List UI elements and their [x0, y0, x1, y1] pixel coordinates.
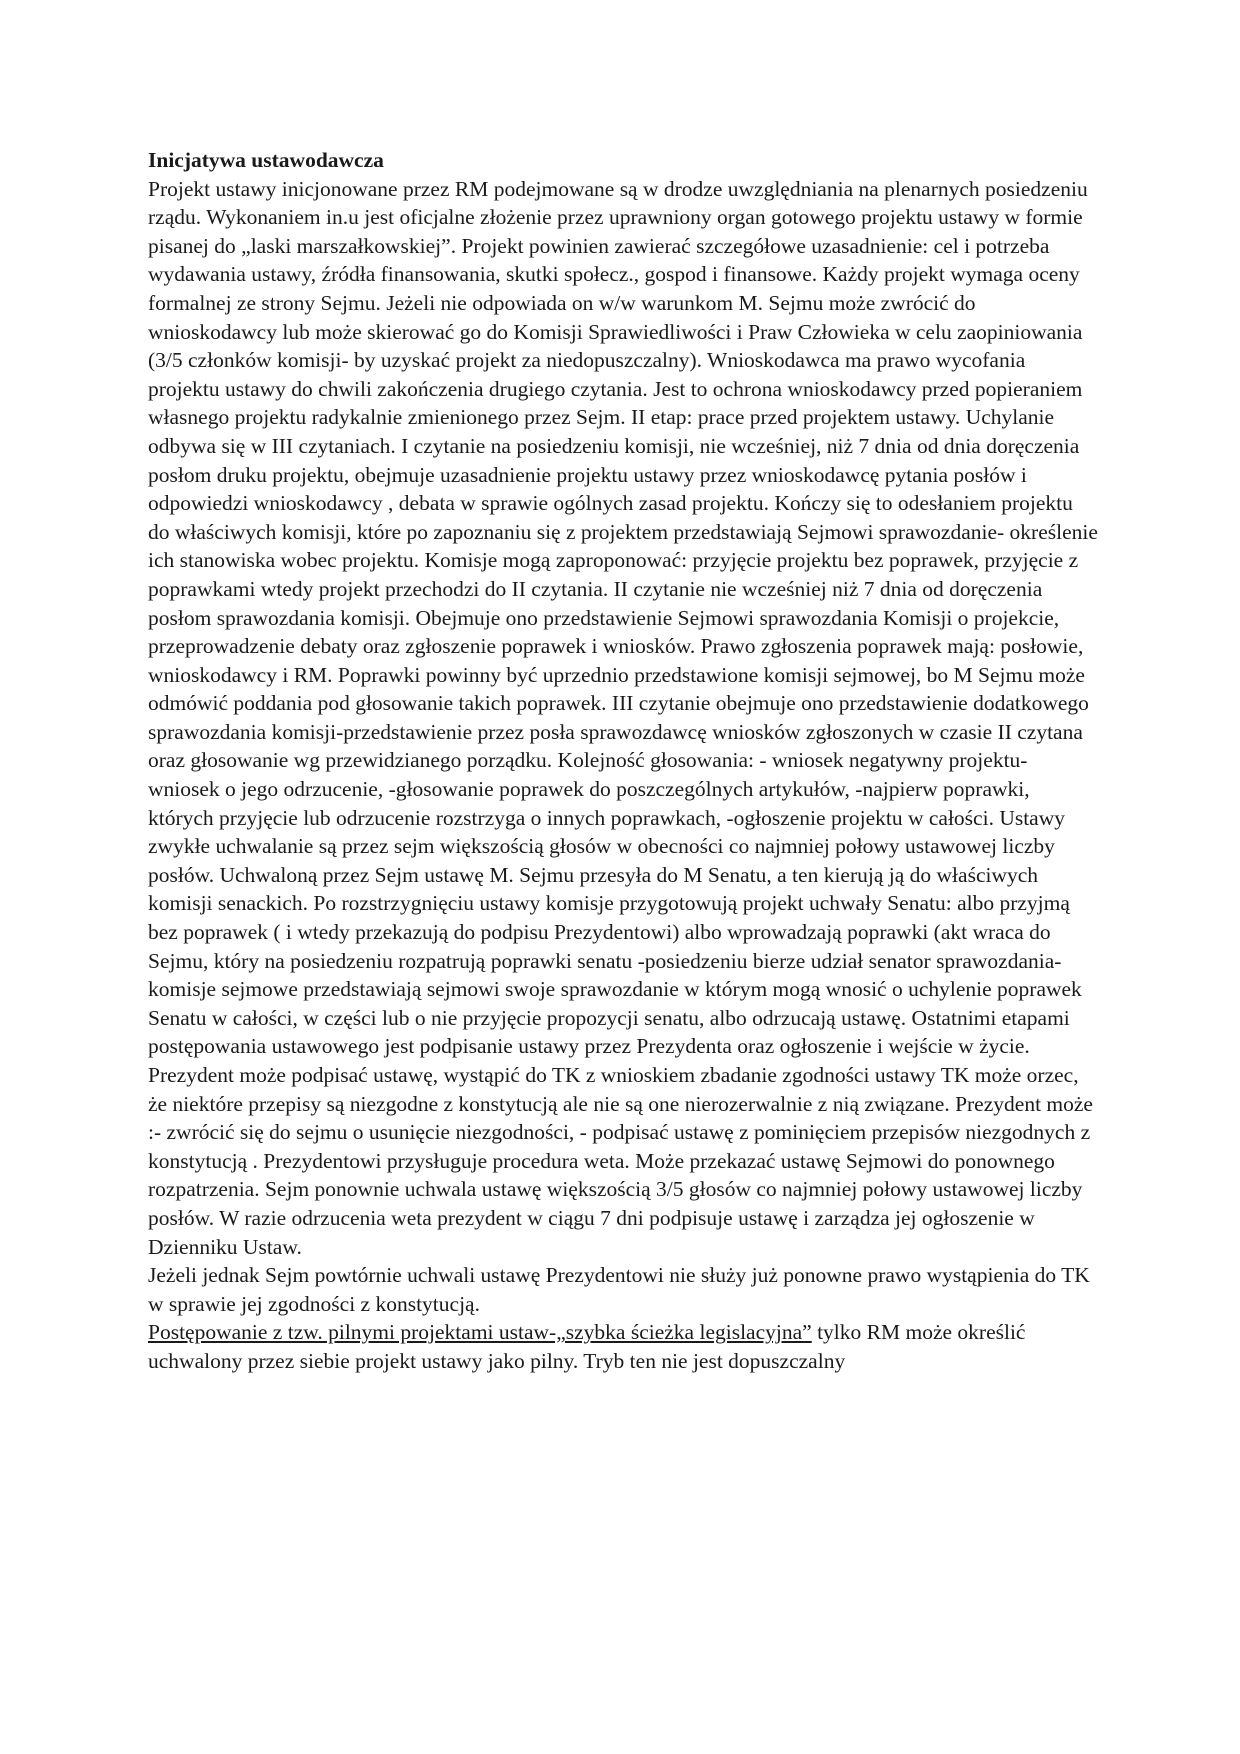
- document-page: [148, 146, 1098, 1376]
- fast-track-text: tylko RM może określić uchwalony przez siebie projekt ustawy jako pilny. Tryb ten nie jest dopuszczalny: [148, 1320, 1026, 1373]
- paragraph-main: Projekt ustawy inicjonowane przez RM podejmowane są w drodze uwzględniania na plenarnych posiedzeniu rządu. Wykonaniem in.u jest oficjalne złożenie przez uprawniony organ gotowego projektu ustawy w formie pisanej do „laski marszałkowskiej”. Projekt powinien zawierać szczegółowe uzasadnienie: cel i potrzeba wydawania ustawy, źródła finansowania, skutki społecz., gospod i finansowe. Każdy projekt wymaga oceny formalnej ze strony Sejmu. Jeżeli nie odpowiada on w/w warunkom M. Sejmu może zwrócić do wnioskodawcy lub może skierować go do Komisji Sprawiedliwości i Praw Człowieka w celu zaopiniowania (3/5 członków komisji- by uzyskać projekt za niedopuszczalny). Wnioskodawca ma prawo wycofania projektu ustawy do chwili zakończenia drugiego czytania. Jest to ochrona wnioskodawcy przed popieraniem własnego projektu radykalnie zmienionego przez Sejm. II etap: prace przed projektem ustawy. Uchylanie odbywa się w III czytaniach. I czytanie na posiedzeniu komisji, nie wcześniej, niż 7 dnia od dnia doręczenia posłom druku projektu, obejmuje uzasadnienie projektu ustawy przez wnioskodawcę pytania posłów i odpowiedzi wnioskodawcy , debata w sprawie ogólnych zasad projektu. Kończy się to odesłaniem projektu do właściwych komisji, które po zapoznaniu się z projektem przedstawiają Sejmowi sprawozdanie- określenie ich stanowiska wobec projektu. Komisje mogą zaproponować: przyjęcie projektu bez poprawek, przyjęcie z poprawkami wtedy projekt przechodzi do II czytania. II czytanie nie wcześniej niż 7 dnia od doręczenia posłom sprawozdania komisji. Obejmuje ono przedstawienie Sejmowi sprawozdania Komisji o projekcie, przeprowadzenie debaty oraz zgłoszenie poprawek i wniosków. Prawo zgłoszenia poprawek mają: posłowie, wnioskodawcy i RM. Poprawki powinny być uprzednio przedstawione komisji sejmowej, bo M Sejmu może odmówić poddania pod głosowanie takich poprawek. III czytanie obejmuje ono przedstawienie dodatkowego sprawozdania komisji-przedstawienie przez posła sprawozdawcę wniosków zgłoszonych w czasie II czytana oraz głosowanie wg przewidzianego porządku. Kolejność głosowania: - wniosek negatywny projektu-wniosek o jego odrzucenie, -głosowanie poprawek do poszczególnych artykułów, -najpierw poprawki, których przyjęcie lub odrzucenie rozstrzyga o innych poprawkach, -ogłoszenie projektu w całości. Ustawy zwykłe uchwalanie są przez sejm większością głosów w obecności co najmniej połowy ustawowej liczby posłów. Uchwaloną przez Sejm ustawę M. Sejmu przesyła do M Senatu, a ten kierują ją do właściwych komisji senackich. Po rozstrzygnięciu ustawy komisje przygotowują projekt uchwały Senatu: albo przyjmą bez poprawek ( i wtedy przekazują do podpisu Prezydentowi) albo wprowadzają poprawki (akt wraca do Sejmu, który na posiedzeniu rozpatrują poprawki senatu -posiedzeniu bierze udział senator sprawozdania- komisje sejmowe przedstawiają sejmowi swoje sprawozdanie w którym mogą wnosić o uchylenie poprawek Senatu w całości, w części lub o nie przyjęcie propozycji senatu, albo odrzucają ustawę. Ostatnimi etapami postępowania ustawowego jest podpisanie ustawy przez Prezydenta oraz ogłoszenie i wejście w życie. Prezydent może podpisać ustawę, wystąpić do TK z wnioskiem zbadanie zgodności ustawy TK może orzec, że niektóre przepisy są niezgodne z konstytucją ale nie są one nierozerwalnie z nią związane. Prezydent może :- zwrócić się do sejmu o usunięcie niezgodności, - podpisać ustawę z pominięciem przepisów niezgodnych z konstytucją . Prezydentowi przysługuje procedura weta. Może przekazać ustawę Sejmowi do ponownego rozpatrzenia. Sejm ponownie uchwala ustawę większością 3/5 głosów co najmniej połowy ustawowej liczby posłów. W razie odrzucenia weta prezydent w ciągu 7 dni podpisuje ustawę i zarządza jej ogłoszenie w Dzienniku Ustaw.: [148, 176, 1098, 1259]
- paragraph-fast-track: [148, 1318, 1098, 1375]
- fast-track-heading: Postępowanie z tzw. pilnymi projektami ustaw-„szybka ścieżka legislacyjna”: [148, 1320, 812, 1345]
- paragraph-second: Jeżeli jednak Sejm powtórnie uchwali ustawę Prezydentowi nie służy już ponowne prawo wystąpienia do TK w sprawie jej zgodności z konstytucją.: [148, 1263, 1090, 1316]
- document-title: Inicjatywa ustawodawcza: [148, 148, 384, 172]
